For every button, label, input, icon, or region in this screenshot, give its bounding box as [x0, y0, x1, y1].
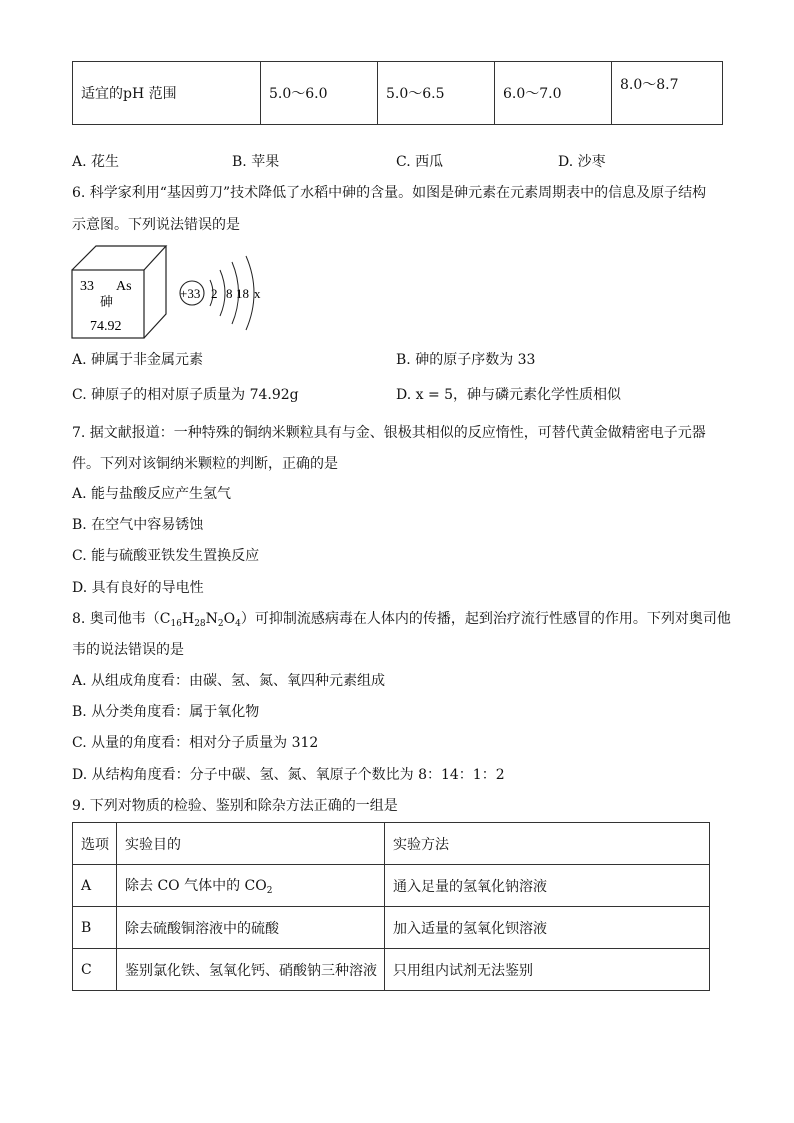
table-row — [73, 62, 723, 125]
goal-cell: 除去硫酸铜溶液中的硫酸 — [117, 907, 385, 949]
formula-element: H — [181, 611, 195, 627]
q7-stem-line1: 7. 据文献报道：一种特殊的铜纳米颗粒具有与金、银极其相似的反应惰性，可替代黄金做精密电子元器 — [72, 425, 706, 441]
method-cell: 加入适量的氢氧化钡溶液 — [385, 907, 710, 949]
q6-option-c: C. 砷原子的相对原子质量为 74.92g — [72, 387, 299, 403]
table-header-row — [73, 823, 710, 865]
q5-option-b: B. 苹果 — [232, 154, 280, 170]
table-row — [73, 865, 710, 907]
q6-option-b: B. 砷的原子序数为 33 — [396, 352, 536, 368]
q7-stem-line2: 件。下列对该铜纳米颗粒的判断，正确的是 — [72, 456, 338, 472]
q8-stem-line1 — [72, 609, 731, 634]
formula-subscript: 16 — [170, 619, 182, 629]
method-cell: 通入足量的氢氧化钠溶液 — [385, 865, 710, 907]
q8-option-b: B. 从分类角度看：属于氧化物 — [72, 704, 260, 720]
formula-subscript: 2 — [266, 886, 273, 896]
atom-structure-icon — [180, 256, 261, 330]
q6-option-a: A. 砷属于非金属元素 — [72, 352, 204, 368]
ph-cell: 5.0～6.5 — [378, 62, 495, 125]
goal-cell: 鉴别氯化铁、氢氧化钙、硝酸钠三种溶液 — [117, 949, 385, 991]
q7-option-a: A. 能与盐酸反应产生氢气 — [72, 486, 232, 502]
q6-stem-line1: 6. 科学家利用“基因剪刀”技术降低了水稻中砷的含量。如图是砷元素在元素周期表中的信息及原子结构 — [72, 185, 707, 201]
q8-text: 8. 奥司他韦（C — [72, 611, 171, 627]
formula-element: N — [205, 611, 218, 627]
element-symbol: As — [116, 279, 132, 294]
arsenic-figure — [70, 244, 270, 340]
q8-stem-line2: 韦的说法错误的是 — [72, 642, 184, 658]
q8-option-d: D. 从结构角度看：分子中碳、氢、氮、氧原子个数比为 8：14：1：2 — [72, 767, 505, 783]
goal-text: 除去 CO 气体中的 CO — [125, 878, 267, 894]
table-row — [73, 949, 710, 991]
ph-label-cell: 适宜的pH 范围 — [73, 62, 261, 125]
q8-option-a: A. 从组成角度看：由碳、氢、氮、氧四种元素组成 — [72, 673, 386, 689]
shell-electrons: 18 — [236, 286, 249, 301]
ph-range-table — [72, 61, 723, 125]
q6-stem-line2: 示意图。下列说法错误的是 — [72, 217, 240, 233]
ph-cell — [612, 62, 723, 125]
method-cell: 只用组内试剂无法鉴别 — [385, 949, 710, 991]
header-cell: 实验目的 — [117, 823, 385, 865]
q8-option-c: C. 从量的角度看：相对分子质量为 312 — [72, 735, 319, 751]
q8-text: ）可抑制流感病毒在人体内的传播，起到治疗流行性感冒的作用。下列对奥司他 — [240, 611, 731, 627]
header-cell: 选项 — [73, 823, 117, 865]
option-cell: A — [73, 865, 117, 907]
option-cell: C — [73, 949, 117, 991]
q5-option-d: D. 沙枣 — [558, 154, 606, 170]
formula-element: O — [223, 611, 236, 627]
ph-cell-text: 8.0～8.7 — [620, 77, 679, 93]
element-name: 砷 — [100, 295, 114, 310]
ph-cell: 5.0～6.0 — [261, 62, 378, 125]
formula-subscript: 4 — [235, 619, 241, 629]
shell-electrons: 2 — [211, 286, 218, 301]
q9-stem: 9. 下列对物质的检验、鉴别和除杂方法正确的一组是 — [72, 798, 398, 814]
shell-electrons: 8 — [226, 286, 233, 301]
shell-electrons: x — [254, 286, 261, 301]
q7-option-c: C. 能与硫酸亚铁发生置换反应 — [72, 548, 260, 564]
q7-option-b: B. 在空气中容易锈蚀 — [72, 517, 204, 533]
q5-option-a: A. 花生 — [72, 154, 120, 170]
formula-subscript: 2 — [217, 619, 224, 629]
nucleus-charge: +33 — [180, 286, 201, 301]
q6-option-d: D. x = 5，砷与磷元素化学性质相似 — [396, 387, 622, 403]
option-cell: B — [73, 907, 117, 949]
q9-table — [72, 822, 710, 991]
q7-option-d: D. 具有良好的导电性 — [72, 580, 204, 596]
formula-subscript: 28 — [194, 619, 206, 629]
header-cell: 实验方法 — [385, 823, 710, 865]
ph-cell: 6.0～7.0 — [495, 62, 612, 125]
atomic-mass: 74.92 — [90, 319, 122, 334]
goal-cell — [117, 865, 385, 907]
atomic-number: 33 — [80, 279, 94, 294]
table-row — [73, 907, 710, 949]
q5-option-c: C. 西瓜 — [396, 154, 444, 170]
